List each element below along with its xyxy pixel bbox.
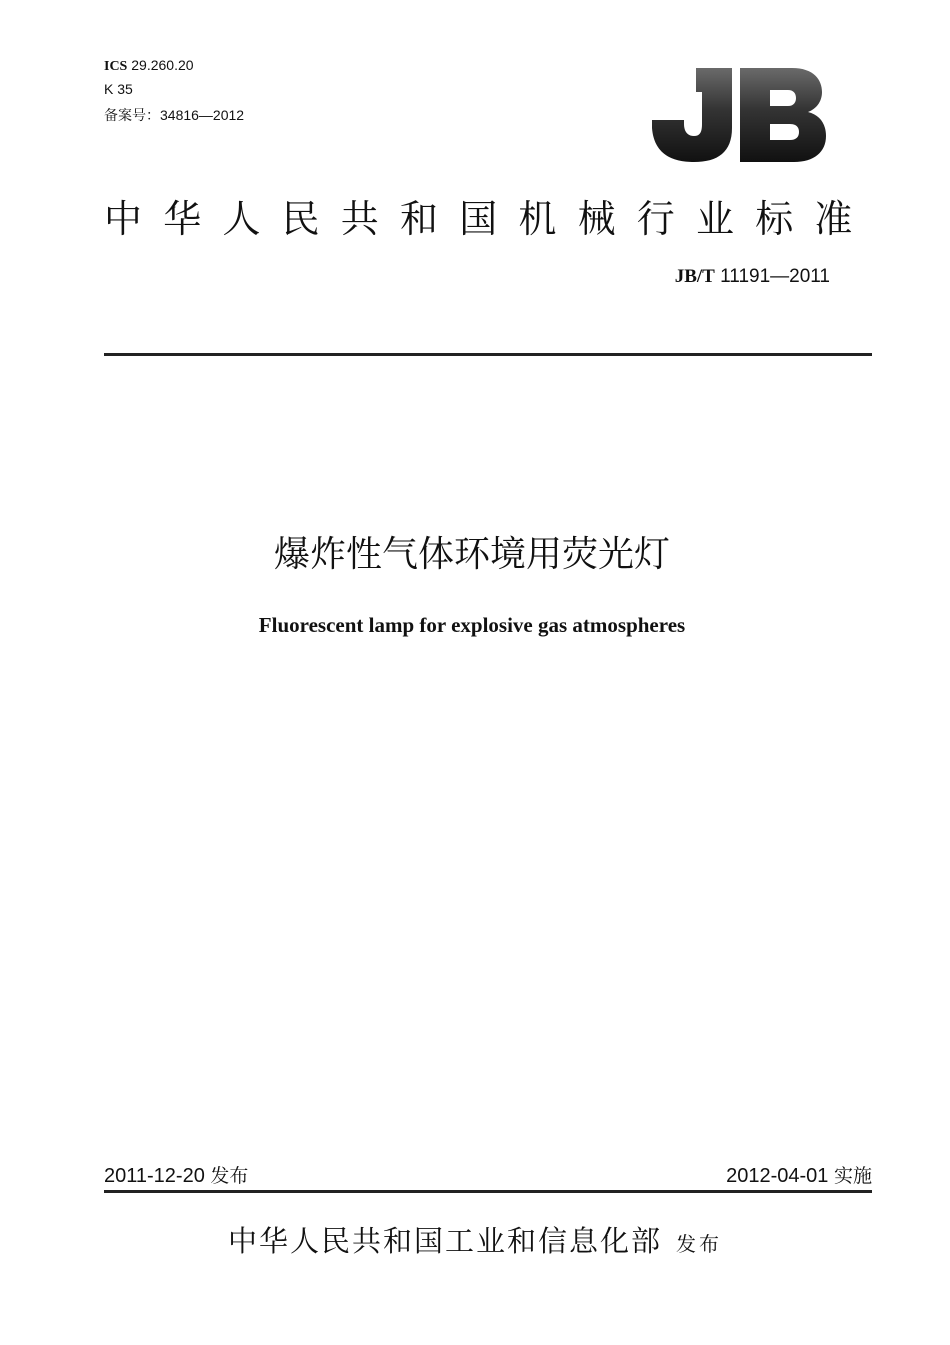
ics-number: 29.260.20 <box>127 57 194 73</box>
implementation-date-value: 2012-04-01 <box>726 1165 829 1187</box>
implementation-date <box>726 1161 872 1188</box>
publisher-name: 中华人民共和国工业和信息化部 <box>227 1224 662 1258</box>
issue-label: 发布 <box>210 1165 249 1187</box>
standard-number <box>675 266 830 288</box>
standard-value: 11191—2011 <box>720 266 830 287</box>
issue-date-value: 2011-12-20 <box>104 1165 205 1187</box>
record-number <box>104 106 244 124</box>
record-value: 34816—2012 <box>160 107 245 123</box>
bottom-divider <box>104 1190 872 1193</box>
standard-prefix: JB/T <box>674 266 715 287</box>
ics-code <box>104 56 194 76</box>
ics-prefix: ICS <box>104 59 128 74</box>
title-chinese: 爆炸性气体环境用荧光灯 <box>273 534 670 575</box>
publisher-action: 发布 <box>676 1232 722 1256</box>
organization-title: 中华人民共和国机械行业标准 <box>104 197 874 241</box>
implementation-label: 实施 <box>833 1165 872 1187</box>
record-label: 备案号： <box>104 107 160 123</box>
title-english: Fluorescent lamp for explosive gas atmospheres <box>258 613 686 637</box>
classification-code: K 35 <box>104 81 133 97</box>
publisher <box>0 1219 950 1260</box>
issue-date <box>104 1161 248 1188</box>
top-divider <box>104 353 872 356</box>
jb-logo-icon <box>648 62 828 166</box>
